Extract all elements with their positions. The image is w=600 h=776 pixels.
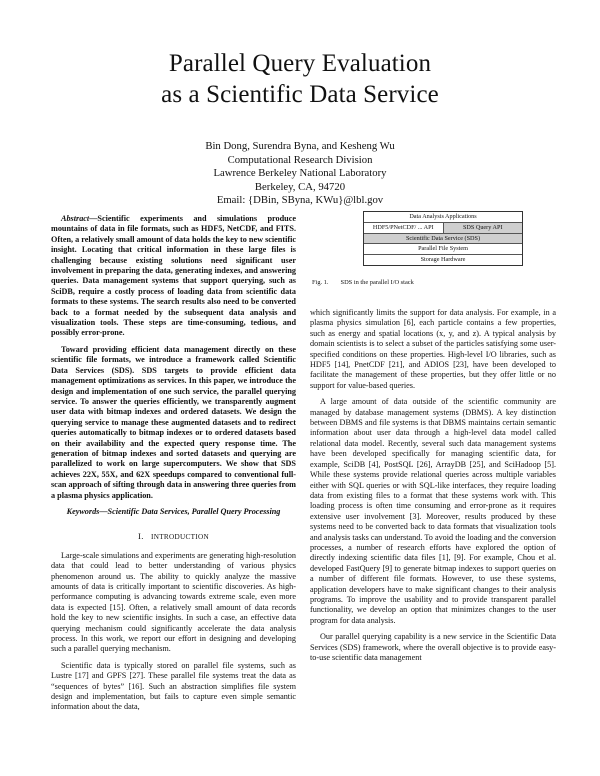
stack-cell-hdf5-api: HDF5/PNetCDF/ ... API (372, 223, 434, 231)
intro-paragraph-2: Scientific data is typically stored on parallel file systems, such as Lustre [17] and GPFS [27]. These parallel file systems treat the data as “sequences of bytes” [16]. Such an abstraction simplifies file system design and implementation, but fails to capture even simple semantic information about the data, (51, 660, 296, 712)
stack-layer-file-system: Parallel File System (364, 243, 522, 254)
stack-layer-sds: Scientific Data Service (SDS) (364, 233, 522, 244)
figure-1-diagram (363, 211, 523, 266)
right-paragraph-1: which significantly limits the support for data analysis. For example, in a plasma physics simulation [6], each particle contains a few properties, such as energy and spatial locations (x, y, and z). A typical analysis by domain scientists is to select a subset of the particles satisfying some user-specified conditions on these properties. High-level I/O libraries, such as HDF5 [14], PnetCDF [21], and ADIOS [23], have been developed to facilitate the management of these properties, but they offer little or no support for value-based queries. (310, 308, 556, 390)
author-lab: Lawrence Berkeley National Laboratory (213, 167, 387, 180)
abstract-text-1: —Scientific experiments and simulations produce mountains of data in file formats, such as HDF5, NetCDF, and FITS. Often, a relatively small amount of data holds the key to new scientific insight. Locating that critical information in these large files is challenging because existing solutions need significant user involvement in preparing the data, generating indexes, and answering queries. Data management systems that support querying, such as SciDB, require a costly process of loading data from scientific data formats to these systems. The search results also need to be converted back to a format needed by the subsequent data analysis and visualization tools. These steps are time-consuming, tedious, and possibly error-prone. (51, 214, 296, 338)
stack-layer-apis (364, 222, 522, 233)
author-names: Bin Dong, Surendra Byna, and Kesheng Wu (205, 140, 395, 152)
io-stack-box (363, 211, 523, 266)
author-location: Berkeley, CA, 94720 (254, 180, 346, 193)
title-line-2: as a Scientific Data Service (161, 81, 439, 108)
section-numeral: I. (138, 531, 144, 542)
right-paragraph-2: A large amount of data outside of the scientific community are managed by database management systems (DBMS). A key distinction between DBMS and file systems is that DBMS maintains certain semantic information about user data through a high-level data model called relational data model. Recently, several such data management systems have been developed specifically for managing scientific data, for example, SciDB [4], PostSQL [26], ArrayDB [25], and SciHadoop [5]. While these systems provide relational queries across multiple variables either with SQL queries or with SQL-like interfaces, they require loading data from existing files to a format that these systems work with. This loading process is often time consuming and error-prone as it requires extensive user involvement [3]. Moreover, results produced by these systems need to be converted back to data formats that visualization tools and analysis tasks can understand. To avoid the loading and the conversion processes, a number of research efforts have explored the option of directly indexing scientific data files [1], [9]. For example, Chou et al. developed FastQuery [9] to generate bitmap indexes to support queries on a number of different file formats. However, to use these systems, application developers have to make significant changes to their analysis programs. To improve the usability and to provide transparent parallel functionality, we develop an option that minimizes changes to the user program for data analysis. (310, 397, 556, 625)
intro-paragraph-1: Large-scale simulations and experiments are generating high-resolution data that could lead to better understanding of various physics phenomenon around us. The ability to quickly analyze the massive amounts of data is critically important to scientific discoveries. As high-performance computing is advancing towards extreme scale, even more data is expected [15]. Often, a relatively small amount of data records hold the key to new scientific insights. In such a case, an effective data querying mechanism could significantly accelerate the data analysis process. In this work, we report our effort in designing and developing such a parallel querying mechanism. (51, 550, 296, 654)
left-column (51, 214, 296, 719)
title-line-1: Parallel Query Evaluation (168, 50, 432, 77)
abstract (51, 214, 296, 501)
author-email: Email: {DBin, SByna, KWu}@lbl.gov (216, 194, 384, 207)
abstract-paragraph-2: Toward providing efficient data management directly on these scientific file formats, we introduce a framework called Scientific Data Services (SDS). SDS targets to provide efficient data management optimizations as services. In this paper, we introduce the design and implementation of one such service, the parallel querying service. To answer the queries efficiently, we transparently augment user data with bitmap indexes and ordered datasets. We design the querying service to manage these augmented datasets and to redirect queries automatically to bitmap indexes or to ordered datasets based on their availability and the expected query response time. The generation of bitmap indexes and sorted datasets and querying are parallelized to work on large supercomputers. We show that SDS achieves 22X, 55X, and 62X speedups compared to conventional full-scan approach of sifting through data in answering three queries from a plasma physics application. (51, 344, 296, 500)
stack-layer-storage: Storage Hardware (364, 254, 522, 265)
right-column (310, 308, 556, 669)
keywords: Keywords—Scientific Data Services, Parallel Query Processing (66, 506, 281, 516)
right-paragraph-3: Our parallel querying capability is a new service in the Scientific Data Services (SDS) framework, where the overall objective is to provide easy-to-use scientific data management (310, 632, 556, 662)
figure-number: Fig. 1. (312, 279, 329, 286)
abstract-paragraph-1 (51, 214, 296, 339)
section-title: INTRODUCTION (151, 533, 209, 542)
paper-title (0, 48, 600, 110)
figure-caption-text: SDS in the parallel I/O stack (340, 279, 414, 286)
author-division: Computational Research Division (227, 153, 373, 166)
stack-layer-applications: Data Analysis Applications (409, 213, 477, 220)
figure-1-caption (312, 279, 414, 286)
abstract-label: Abstract (61, 214, 90, 223)
stack-cell-sds-query-api: SDS Query API (443, 223, 523, 233)
author-block (0, 140, 600, 208)
section-heading-introduction (51, 531, 296, 542)
